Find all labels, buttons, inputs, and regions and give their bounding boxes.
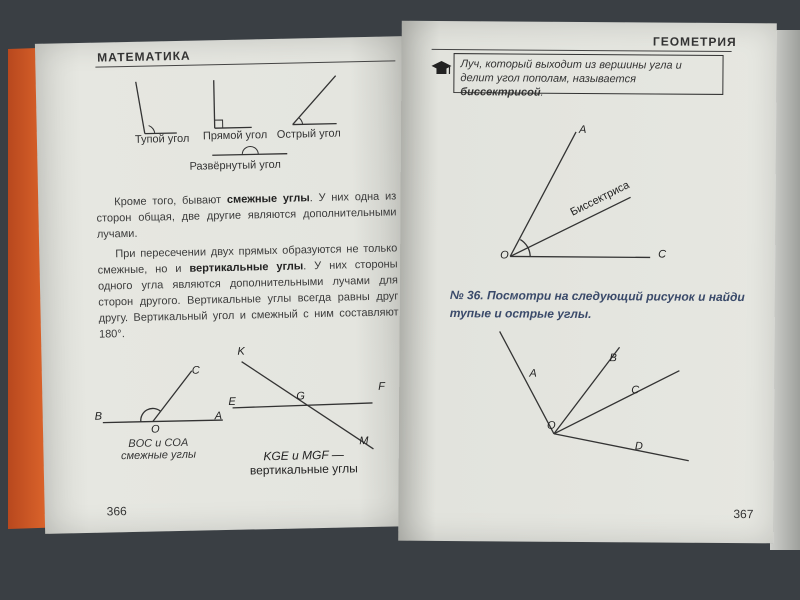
point-g-label: G bbox=[296, 390, 306, 403]
ray-oc bbox=[152, 371, 193, 422]
ray-oc bbox=[510, 256, 650, 257]
bisector-label: Биссектриса bbox=[568, 179, 632, 219]
term-bisector: биссектрисой bbox=[460, 86, 541, 99]
point-c-label: C bbox=[658, 248, 667, 261]
left-page-header: МАТЕМАТИКА bbox=[97, 48, 191, 65]
vertical-caption-line1: KGE и MGF — bbox=[263, 447, 344, 464]
bisector-definition-box bbox=[453, 53, 723, 99]
paragraph2-text-end: . У них стороны одного угла являются дополнительными лучами для сторон другого. Вертикальные углы всегда равны друг другу. Вертикальный угол и смежный с ним составляют 180°. bbox=[97, 258, 399, 341]
acute-angle-label: Острый угол bbox=[276, 127, 341, 141]
point-a-label: A bbox=[214, 410, 223, 423]
definition-end: . bbox=[540, 86, 544, 99]
ray-d bbox=[554, 434, 689, 461]
vertical-caption-line2: вертикальные углы bbox=[249, 461, 358, 478]
bisector-figure bbox=[490, 121, 751, 283]
point-c-label: C bbox=[631, 384, 640, 397]
acute-angle-drawing bbox=[292, 76, 337, 125]
paragraph1-text-end: . У них одна из сторон общая, две другие являются дополнительными лучами. bbox=[96, 190, 397, 241]
point-o-label: O bbox=[546, 419, 556, 432]
point-c-label: C bbox=[191, 364, 200, 377]
paragraph-adjacent-angles bbox=[96, 188, 397, 242]
paragraph1-text-start: Кроме того, бывают bbox=[114, 193, 228, 209]
ray-a bbox=[499, 331, 555, 433]
right-angle-label: Прямой угол bbox=[202, 129, 268, 143]
right-angle-drawing bbox=[214, 79, 252, 128]
adjacent-angles-caption bbox=[93, 436, 223, 463]
vertical-angles-figure bbox=[231, 349, 393, 462]
page-number-right: 367 bbox=[733, 507, 754, 522]
line-ba bbox=[103, 420, 223, 423]
point-e-label: E bbox=[228, 395, 236, 408]
header-rule bbox=[432, 49, 732, 52]
right-page-header: ГЕОМЕТРИЯ bbox=[652, 34, 737, 50]
graduation-cap-icon bbox=[431, 59, 451, 77]
right-page bbox=[398, 21, 777, 544]
point-d-label: D bbox=[634, 440, 643, 453]
vertical-angles-caption bbox=[233, 447, 374, 478]
point-a-label: A bbox=[579, 123, 587, 136]
term-adjacent-angles: смежные углы bbox=[226, 192, 310, 206]
exercise-36: № 36. Посмотри на следующий рисунок и найди тупые и острые углы. bbox=[449, 288, 745, 322]
ray-c bbox=[554, 370, 679, 435]
term-vertical-angles: вертикальные углы bbox=[189, 260, 304, 275]
exercise-angles-figure bbox=[489, 321, 730, 473]
point-b-label: B bbox=[94, 410, 103, 423]
obtuse-angle-drawing bbox=[136, 81, 177, 134]
point-k-label: K bbox=[237, 345, 245, 358]
point-a-label: A bbox=[529, 367, 537, 380]
straight-angle-label: Развёрнутый угол bbox=[189, 158, 281, 173]
point-f-label: F bbox=[378, 380, 386, 393]
point-o-label: O bbox=[150, 423, 160, 436]
ray-oa bbox=[510, 131, 576, 256]
point-o-label: O bbox=[500, 249, 509, 262]
paragraph2-text-start: При пересечении двух прямых образуются не только смежные, но и bbox=[97, 242, 398, 277]
line-ef bbox=[233, 403, 373, 408]
adjacent-caption-line1: BOC и COA bbox=[128, 436, 189, 451]
point-m-label: M bbox=[359, 435, 369, 448]
left-page bbox=[35, 36, 415, 534]
definition-text: Луч, который выходит из вершины угла и делит угол пополам, называется bbox=[460, 58, 682, 86]
adjacent-caption-line2: смежные углы bbox=[120, 448, 197, 463]
page-number-left: 366 bbox=[106, 504, 127, 519]
obtuse-angle-label: Тупой угол bbox=[134, 132, 190, 146]
straight-angle-drawing bbox=[212, 146, 287, 156]
point-b-label: B bbox=[609, 352, 617, 365]
paragraph-vertical-angles bbox=[97, 240, 399, 342]
